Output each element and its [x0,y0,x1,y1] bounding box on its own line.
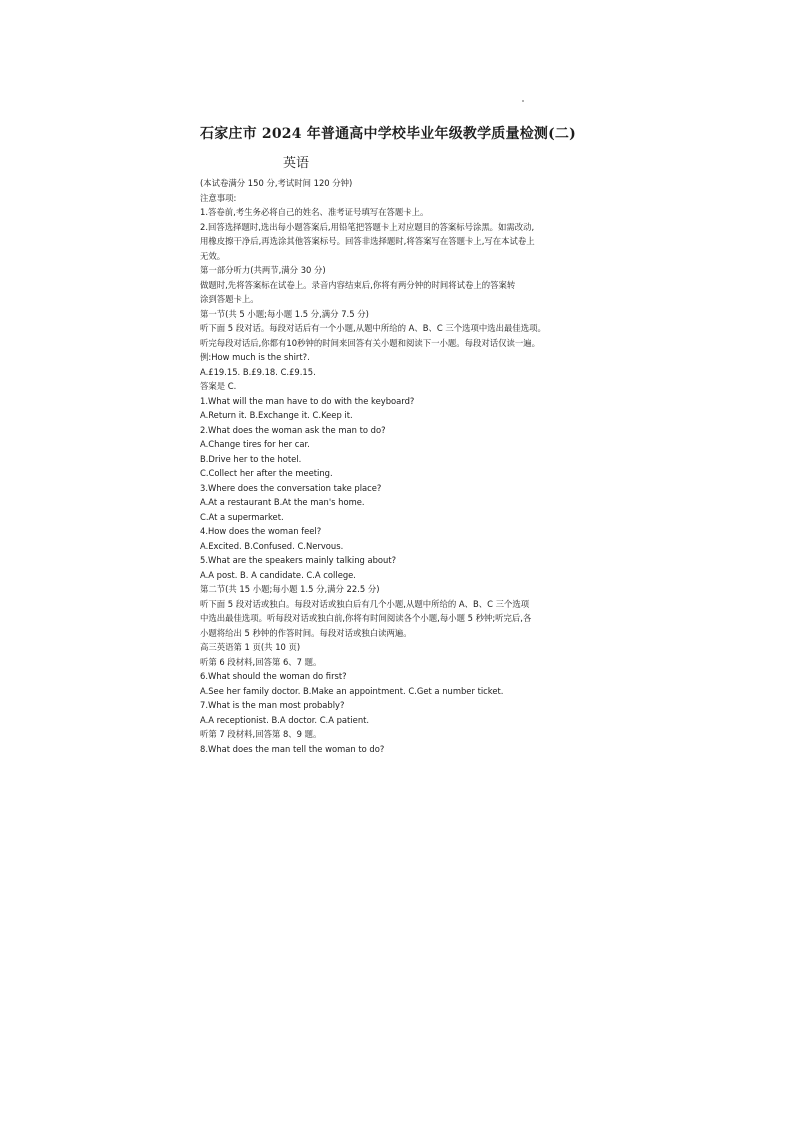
text-line: 听完每段对话后,你都有10秒钟的时间来回答有关小题和阅读下一小题。每段对话仅读一遍。 [200,337,540,348]
text-line: A.Change tires for her car. [200,439,310,449]
text-line: 2.回答选择题时,选出每小题答案后,用铅笔把答题卡上对应题目的答案标号涂黑。如需改动, [200,221,535,232]
text-line: 注意事项: [200,192,237,203]
text-line: 做题时,先将答案标在试卷上。录音内容结束后,你将有两分钟的时间将试卷上的答案转 [200,279,516,290]
text-line: A.See her family doctor. B.Make an appointment. C.Get a number ticket. [200,685,504,696]
text-line: A.Return it. B.Exchange it. C.Keep it. [200,410,353,420]
text-line: 涂到答题卡上。 [200,294,259,304]
text-line: 3.Where does the conversation take place? [200,482,382,493]
text-line: 5.What are the speakers mainly talking about? [200,555,397,565]
text-line: B.Drive her to the hotel. [200,453,302,464]
text-line: 用橡皮擦干净后,再选涂其他答案标号。回答非选择题时,将答案写在答题卡上,写在本试卷上 [200,236,535,246]
text-line: A.Excited. B.Confused. C.Nervous. [200,540,344,551]
text-line: 2.What does the woman ask the man to do? [200,424,386,435]
text-line: 8.What does the man tell the woman to do? [200,743,385,754]
text-line: (本试卷满分 150 分,考试时间 120 分钟) [200,178,353,188]
text-line: 例:How much is the shirt?. [200,352,310,362]
text-line: 答案是 C. [200,381,237,391]
scan-speck [522,100,524,102]
exam-title: 石家庄市 2024 年普通高中学校毕业年级教学质量检测(二) [200,126,576,142]
text-line: A.A receptionist. B.A doctor. C.A patient. [200,714,370,725]
text-line: 6.What should the woman do first? [200,671,347,681]
text-line: 第一部分听力(共两节,满分 30 分) [200,265,326,275]
text-line: C.Collect her after the meeting. [200,468,333,478]
text-line: 听第 6 段材料,回答第 6、7 题。 [200,656,322,667]
exam-subject: 英语 [283,156,310,171]
text-line: 中选出最佳选项。听每段对话或独白前,你将有时间阅读各个小题,每小题 5 秒钟;听完后,各 [200,613,532,623]
text-line: A.A post. B. A candidate. C.A college. [200,569,356,580]
text-line: 第一节(共 5 小题;每小题 1.5 分,满分 7.5 分) [200,308,369,319]
text-line: A.£19.15. B.£9.18. C.£9.15. [200,366,316,377]
text-line: 7.What is the man most probably? [200,700,345,710]
text-line: 4.How does the woman feel? [200,526,322,536]
text-line: 1.答卷前,考生务必将自己的姓名、准考证号填写在答题卡上。 [200,207,429,217]
text-line: 无效。 [200,250,226,261]
text-line: 小题将给出 5 秒钟的作答时间。每段对话或独白读两遍。 [200,627,412,638]
text-line: C.At a supermarket. [200,511,284,522]
text-line: 第二节(共 15 小题;每小题 1.5 分,满分 22.5 分) [200,584,380,594]
text-line: 听下面 5 段对话。每段对话后有一个小题,从题中所给的 A、B、C 三个选项中选出最佳选项。 [200,323,546,333]
exam-body [200,176,600,756]
text-line: 听第 7 段材料,回答第 8、9 题。 [200,729,322,739]
text-line: 听下面 5 段对话或独白。每段对话或独白后有几个小题,从题中所给的 A、B、C 三个选项 [200,598,530,609]
text-line: A.At a restaurant B.At the man's home. [200,497,365,507]
text-line: 1.What will the man have to do with the keyboard? [200,395,415,406]
text-line: 高三英语第 1 页(共 10 页) [200,642,301,652]
